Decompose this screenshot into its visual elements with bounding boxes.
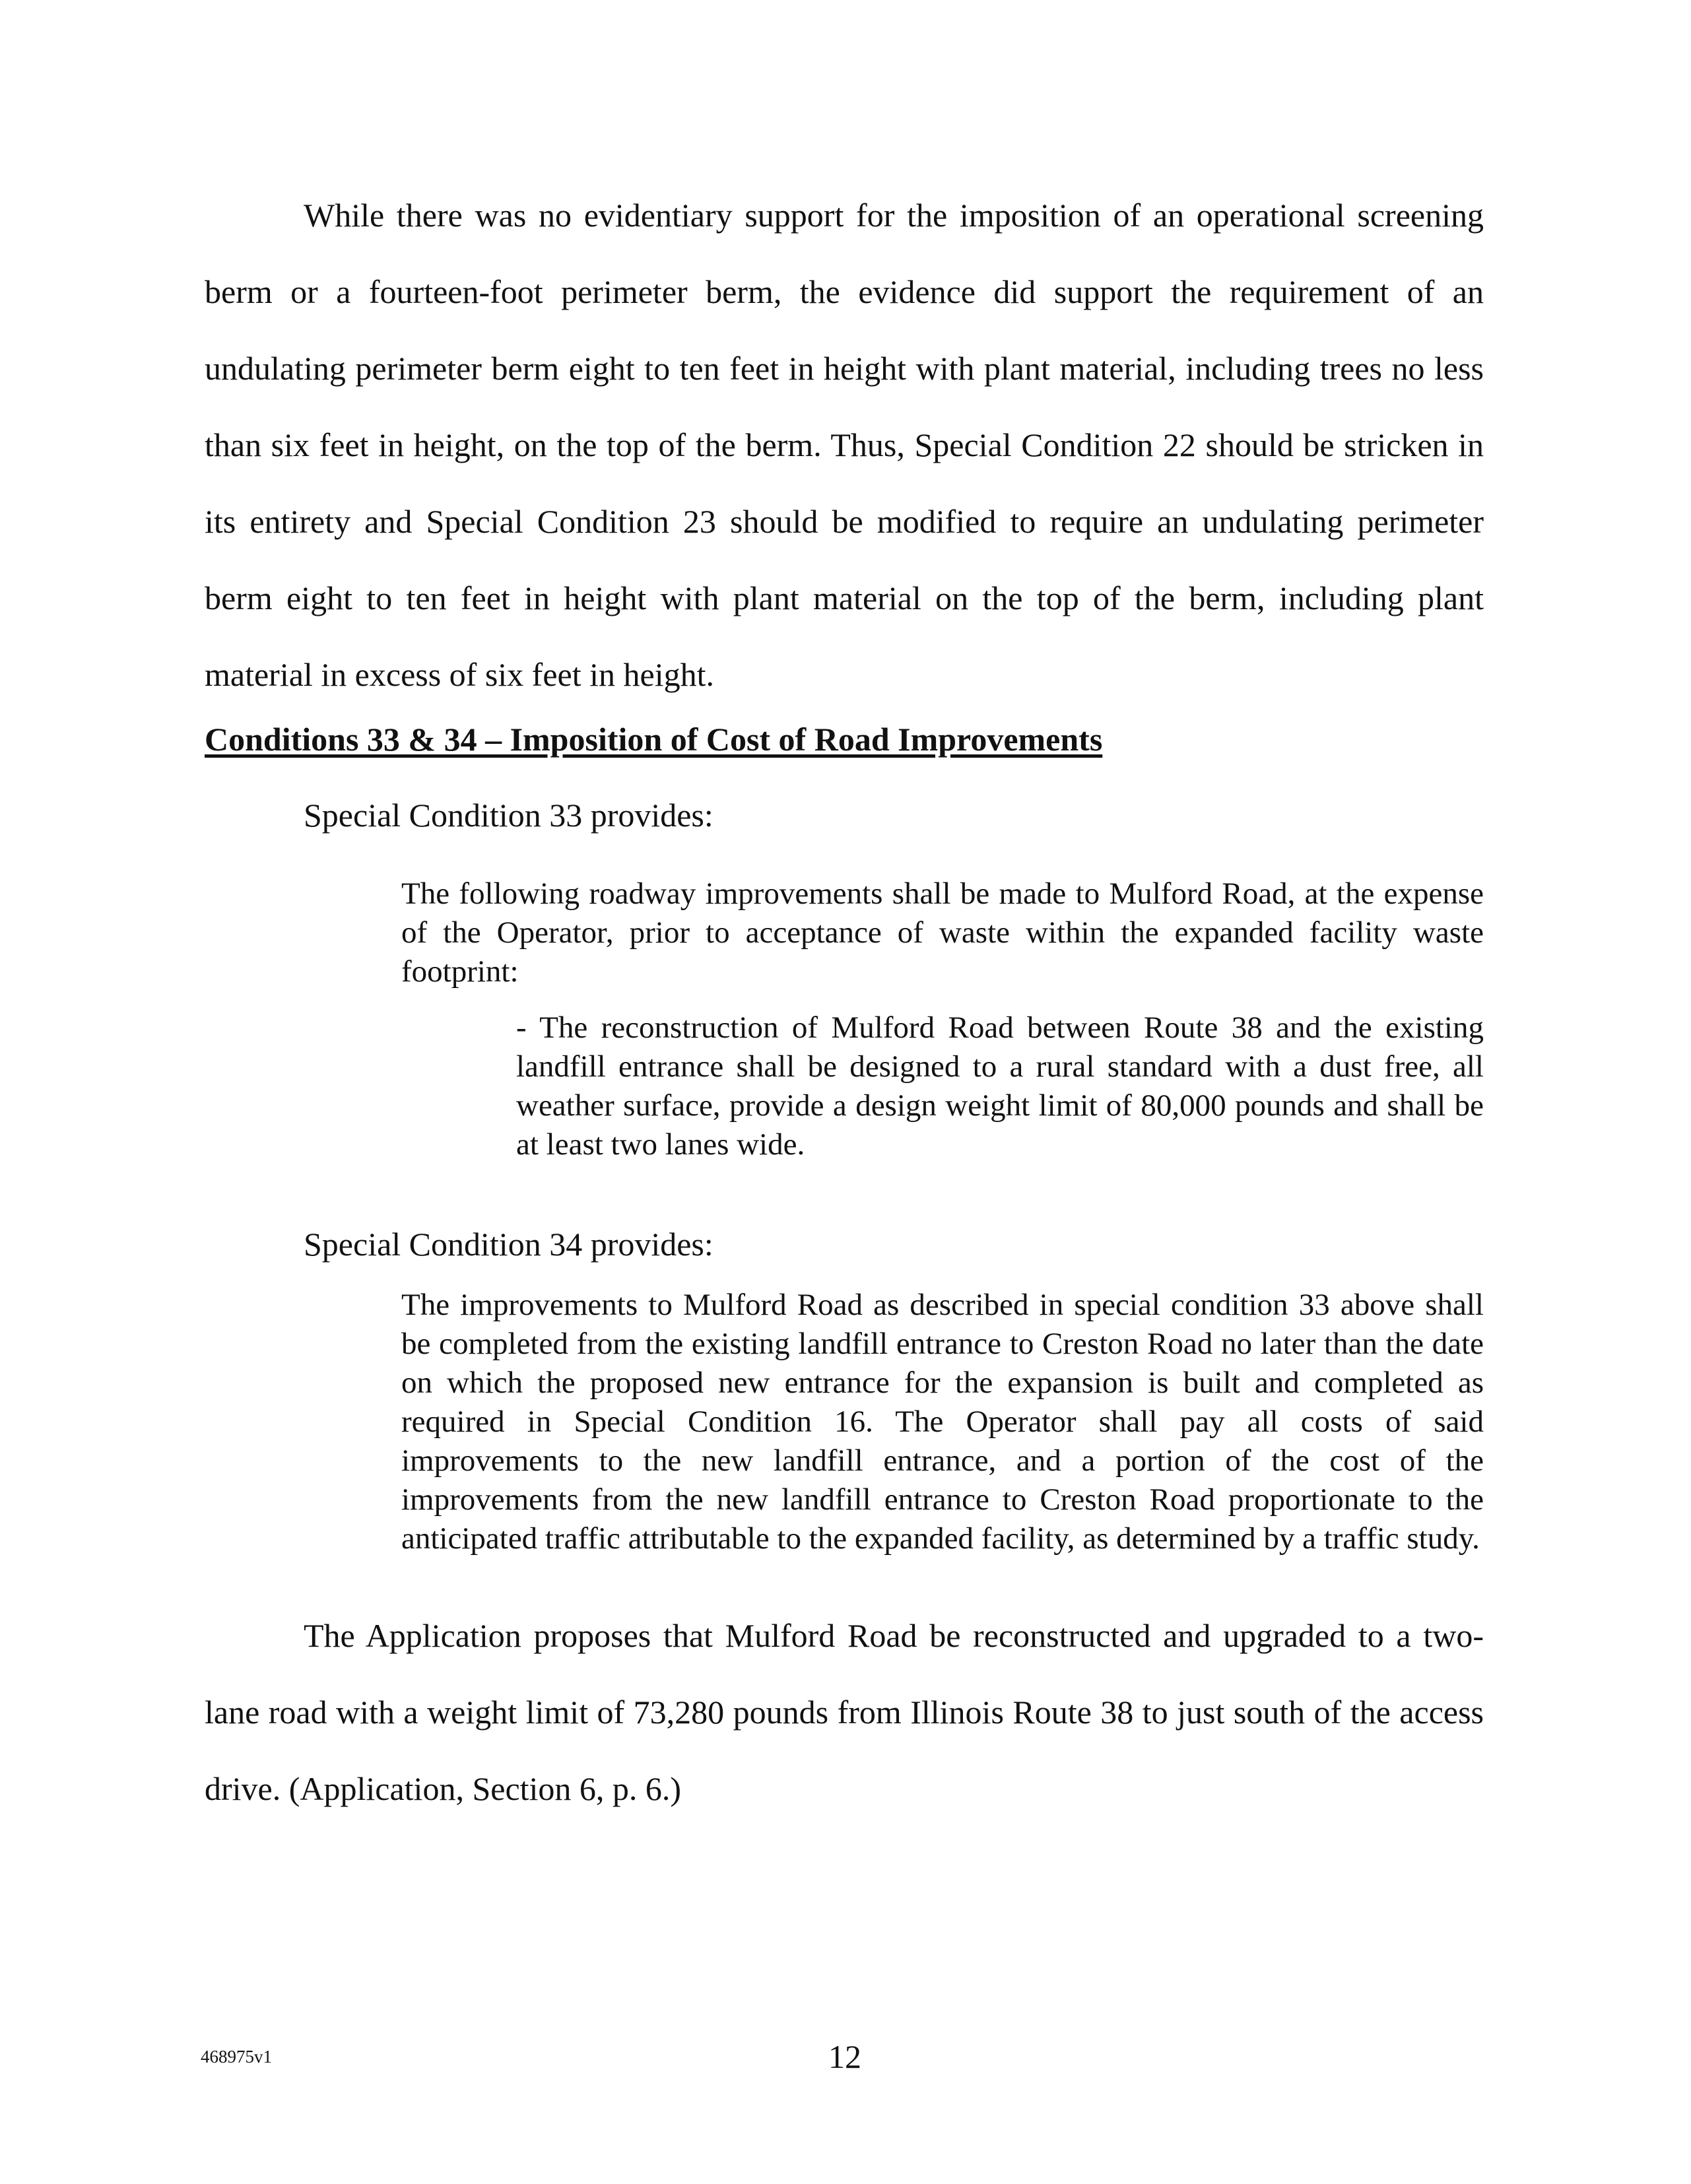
- condition-33-quote: The following roadway improvements shall be made to Mulford Road, at the expense of the Operator, prior to acceptance of waste within the expanded facility waste footprint:: [401, 877, 1484, 989]
- paragraph-berm-conditions: While there was no evidentiary support for the imposition of an operational screening berm or a fourteen-foot perimeter berm, the evidence did support the requirement of an undulating perimeter berm eight to ten feet in height with plant material, including trees no less than six feet in height, on the top of the berm. Thus, Special Condition 22 should be stricken in its entirety and Special Condition 23 should be modified to require an undulating perimeter berm eight to ten feet in height with plant material on the top of the berm, including plant material in excess of six feet in height.: [205, 197, 1484, 693]
- condition-33-bullet: - The reconstruction of Mulford Road between Route 38 and the existing landfill entrance shall be designed to a rural standard with a dust free, all weather surface, provide a design weight limit of 80,000 pounds and shall be at least two lanes wide.: [516, 1010, 1484, 1162]
- condition-34-quote: The improvements to Mulford Road as described in special condition 33 above shall be completed from the existing landfill entrance to Creston Road no later than the date on which the proposed new entrance for the expansion is built and completed as required in Special Condition 16. The Operator shall pay all costs of said improvements to the new landfill entrance, and a portion of the cost of the improvements from the new landfill entrance to Creston Road proportionate to the anticipated traffic attributable to the expanded facility, as determined by a traffic study.: [401, 1288, 1484, 1556]
- condition-34-intro: Special Condition 34 provides:: [304, 1226, 713, 1263]
- condition-33-intro: Special Condition 33 provides:: [304, 797, 713, 834]
- paragraph-application-proposal: The Application proposes that Mulford Road be reconstructed and upgraded to a two-lane road with a weight limit of 73,280 pounds from Illinois Route 38 to just south of the access drive. (Application, Section 6, p. 6.): [205, 1617, 1484, 1807]
- section-heading: Conditions 33 & 34 – Imposition of Cost of Road Improvements: [205, 721, 1103, 758]
- page-number: 12: [828, 2038, 861, 2075]
- document-id: 468975v1: [201, 2047, 272, 2067]
